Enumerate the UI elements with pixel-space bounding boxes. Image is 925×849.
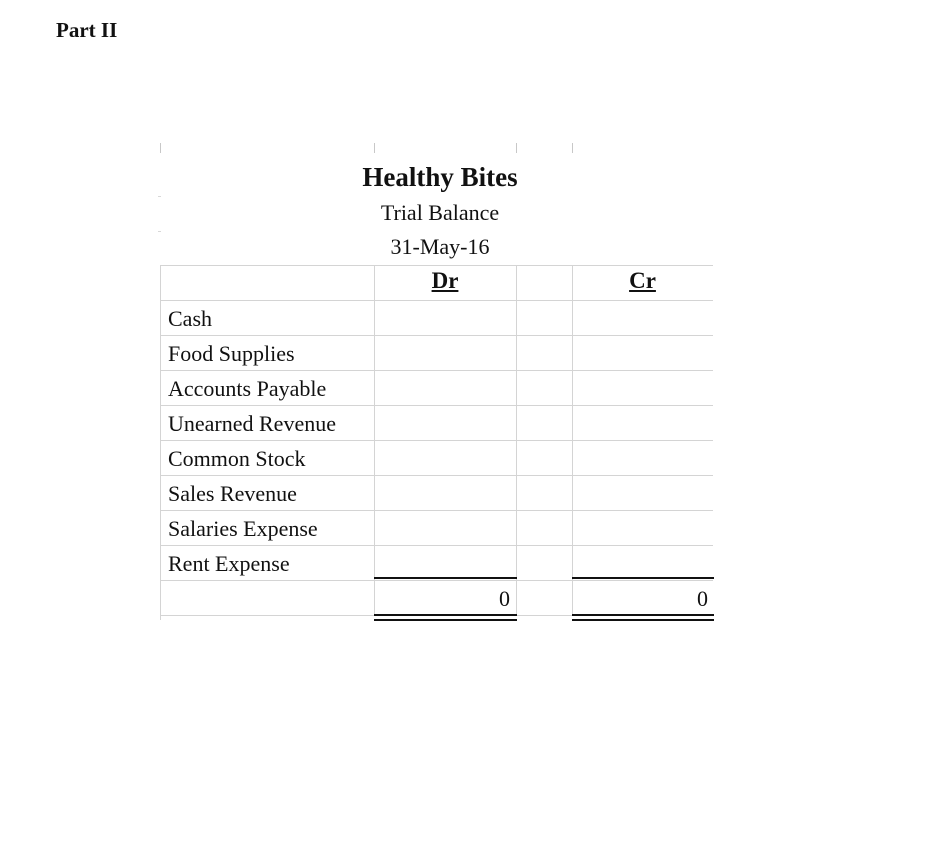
gridline [374, 265, 375, 615]
account-name: Unearned Revenue [168, 411, 336, 436]
account-name: Salaries Expense [168, 516, 318, 541]
company-name: Healthy Bites [362, 162, 518, 192]
total-double-rule [374, 619, 517, 621]
account-name: Cash [168, 306, 212, 331]
column-tick [374, 143, 375, 153]
statement-date: 31-May-16 [390, 234, 490, 259]
account-name: Sales Revenue [168, 481, 297, 506]
debit-total: 0 [499, 586, 510, 611]
account-name: Common Stock [168, 446, 306, 471]
total-top-rule [572, 577, 714, 579]
account-name: Accounts Payable [168, 376, 327, 401]
row-mark [158, 231, 161, 232]
credit-total: 0 [697, 586, 708, 611]
gridline [516, 265, 517, 615]
account-name: Food Supplies [168, 341, 295, 366]
gridline [160, 300, 713, 301]
total-double-rule [572, 619, 714, 621]
gridline [160, 335, 713, 336]
gridline [160, 265, 161, 620]
part-heading: Part II [56, 18, 118, 42]
gridline [572, 265, 573, 615]
column-tick [572, 143, 573, 153]
statement-title: Trial Balance [380, 200, 500, 225]
total-top-rule [374, 577, 517, 579]
gridline [160, 265, 713, 266]
debit-column-header: Dr [431, 268, 459, 293]
row-mark [158, 196, 161, 197]
account-name: Rent Expense [168, 551, 290, 576]
credit-column-header: Cr [629, 268, 656, 293]
column-tick [160, 143, 161, 153]
column-tick [516, 143, 517, 153]
